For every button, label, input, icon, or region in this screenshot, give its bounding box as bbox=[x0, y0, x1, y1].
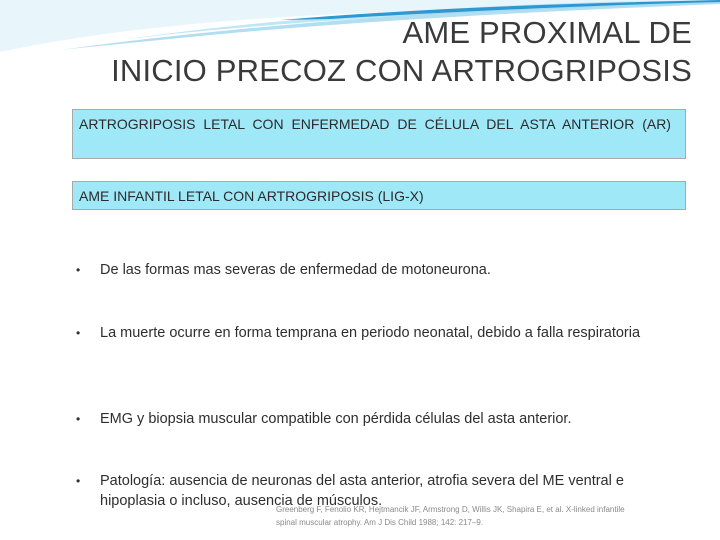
slide-title-line-2: INICIO PRECOZ CON ARTROGRIPOSIS bbox=[111, 53, 692, 88]
classification-box-lig-x bbox=[72, 181, 686, 210]
classification-box-lig-x-text: AME INFANTIL LETAL CON ARTROGRIPOSIS (LIG-X) bbox=[79, 188, 424, 204]
bullet-item bbox=[72, 260, 692, 280]
bullet-dot-icon: • bbox=[76, 474, 81, 488]
citation-line-1: Greenberg F, Fenolio KR, Hejtmancik JF, Armstrong D, Willis JK, Shapira E, et al. X-linked infantile bbox=[276, 505, 625, 514]
bullet-dot-icon: • bbox=[76, 326, 81, 340]
bullet-text: Patología: ausencia de neuronas del asta anterior, atrofia severa del ME ventral e hipoplasia o incluso, ausencia de músculos. bbox=[100, 473, 624, 509]
reference-citation bbox=[276, 503, 696, 529]
citation-line-2: spinal muscular atrophy. Am J Dis Child 1988; 142: 217–9. bbox=[276, 518, 484, 527]
bullet-text: La muerte ocurre en forma temprana en periodo neonatal, debido a falla respiratoria bbox=[100, 325, 641, 341]
bullet-dot-icon: • bbox=[76, 263, 81, 277]
bullet-text: De las formas mas severas de enfermedad de motoneurona. bbox=[100, 262, 491, 278]
classification-box-ar bbox=[72, 109, 686, 159]
slide-title-line-1: AME PROXIMAL DE bbox=[402, 15, 692, 50]
bullet-list bbox=[72, 260, 692, 509]
bullet-item bbox=[72, 409, 692, 429]
bullet-text: EMG y biopsia muscular compatible con pérdida células del asta anterior. bbox=[100, 411, 572, 427]
slide-title bbox=[111, 14, 692, 90]
bullet-item bbox=[72, 323, 692, 343]
bullet-dot-icon: • bbox=[76, 412, 81, 426]
classification-box-ar-text: ARTROGRIPOSIS LETAL CON ENFERMEDAD DE CÉLULA DEL ASTA ANTERIOR (AR) bbox=[79, 116, 671, 132]
